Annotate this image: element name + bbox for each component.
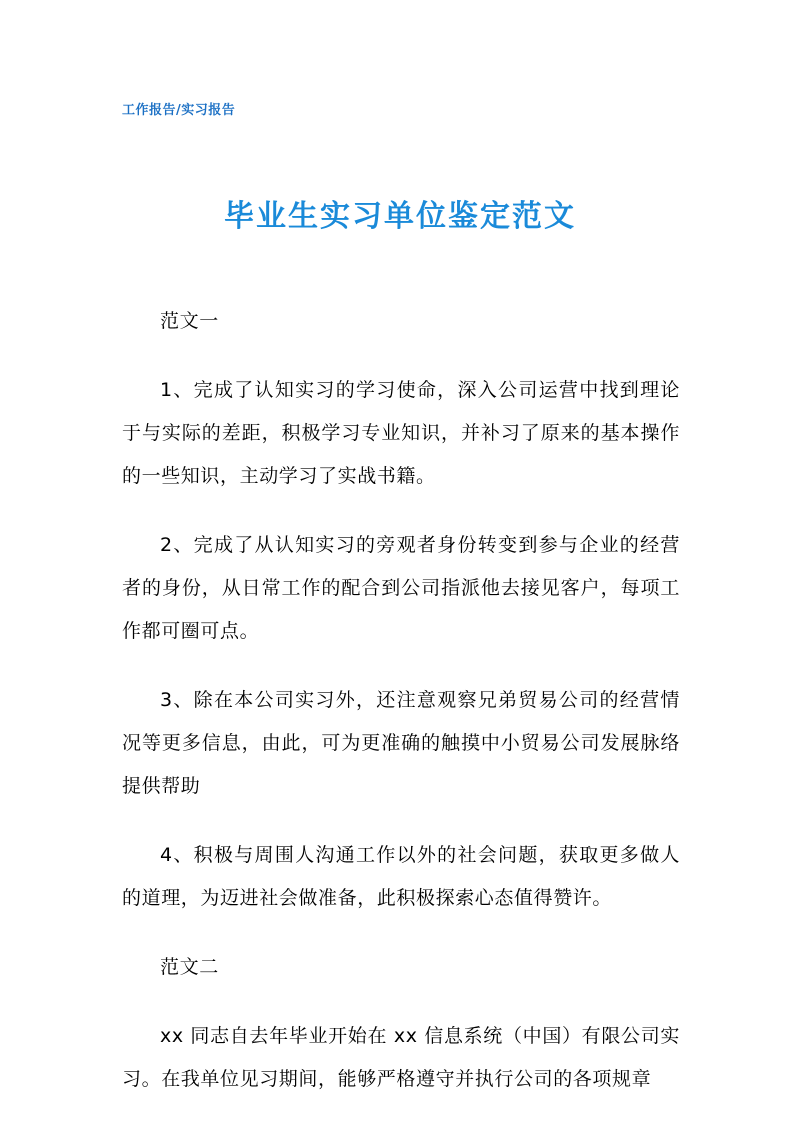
- page-title: 毕业生实习单位鉴定范文: [224, 199, 576, 234]
- paragraph-intro: xx 同志自去年毕业开始在 xx 信息系统（中国）有限公司实习。在我单位见习期间，能够严格遵守并执行公司的各项规章: [122, 1025, 680, 1090]
- paragraph-item-1: 1、完成了认知实习的学习使命，深入公司运营中找到理论于与实际的差距，积极学习专业知识，并补习了原来的基本操作的一些知识，主动学习了实战书籍。: [122, 379, 680, 487]
- breadcrumb[interactable]: 工作报告/实习报告: [122, 103, 236, 118]
- paragraph-item-3: 3、除在本公司实习外，还注意观察兄弟贸易公司的经营情况等更多信息，由此，可为更准确的触摸中小贸易公司发展脉络提供帮助: [122, 689, 680, 797]
- document-body: [122, 300, 680, 1127]
- section-heading-1: 范文一: [160, 310, 219, 332]
- paragraph-item-4: 4、积极与周围人沟通工作以外的社会问题，获取更多做人的道理，为迈进社会做准备，此积极探索心态值得赞许。: [122, 844, 680, 909]
- section-heading-2: 范文二: [160, 956, 219, 978]
- paragraph-item-2: 2、完成了从认知实习的旁观者身份转变到参与企业的经营者的身份，从日常工作的配合到公司指派他去接见客户，每项工作都可圈可点。: [122, 534, 680, 642]
